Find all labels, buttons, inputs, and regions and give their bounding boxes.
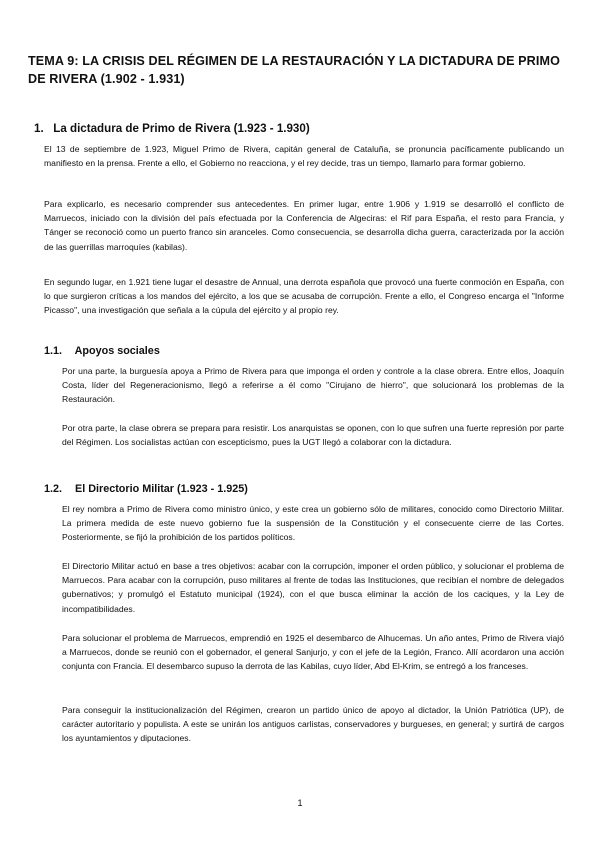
page-number: 1 [297,798,303,808]
section-1-2-title: El Directorio Militar (1.923 - 1.925) [75,483,248,495]
document-title: TEMA 9: LA CRISIS DEL RÉGIMEN DE LA RESTAURACIÓN Y LA DICTADURA DE PRIMO DE RIVERA (1.902 - 1.931) [28,54,560,86]
section-1-2-paragraph-4: Para conseguir la institucionalización del Régimen, crearon un partido único de apoyo al dictador, la Unión Patriótica (UP), de carácter autoritario y populista. A este se unirán los antiguos carlistas, conservadores y burgueses, en general; y surtirá de cargos los ayuntamientos y diputaciones. [62,705,564,744]
section-1-1-title: Apoyos sociales [74,345,160,357]
section-1-paragraph-3: En segundo lugar, en 1.921 tiene lugar el desastre de Annual, una derrota española que provocó una fuerte conmoción en España, con lo que surgieron críticas a los mandos del ejército, a los que se acusaba de corrupción. Frente a ello, el Congreso encarga el "Informe Picasso", una investigación que señala a la cúpula del ejército y al propio rey. [44,277,564,316]
section-1-paragraph-2: Para explicarlo, es necesario comprender sus antecedentes. En primer lugar, entre 1.906 y 1.919 se desarrolló el conflicto de Marruecos, iniciado con la división del país efectuada por la Conferencia de Algeciras: el Rif para España, el resto para Francia, y Tánger se reconoció como un puerto franco sin aranceles. Como consecuencia, se desarrolla dicha guerra, caracterizada por la acción de las guerrillas marroquíes (kabilas). [44,199,564,252]
section-1-title: La dictadura de Primo de Rivera (1.923 - 1.930) [53,122,310,135]
section-1-number: 1. [34,122,44,135]
section-1-2-paragraph-3: Para solucionar el problema de Marruecos, emprendió en 1925 el desembarco de Alhucemas. Un año antes, Primo de Rivera viajó a Marruecos, donde se reunió con el gobernador, el general Sanjurjo, y con el jefe de la Legión, Franco. Allí acordaron una acción conjunta con Francia. El desembarco supuso la derrota de las Kabilas, cuyo líder, Abd El-Krim, se entregó a los franceses. [62,633,564,672]
section-1-2-heading [44,483,248,496]
section-1-2-paragraph-2: El Directorio Militar actuó en base a tres objetivos: acabar con la corrupción, imponer el orden público, y solucionar el problema de Marruecos. Para acabar con la corrupción, puso militares al frente de todas las Instituciones, que recibían el nombre de delegados gubernativos; y promulgó el Estatuto municipal (1924), con el que busca eliminar la acción de los caciques, y la Ley de incompatibilidades. [62,561,564,614]
section-1-1-heading [44,345,160,358]
section-1-2-number: 1.2. [44,483,63,495]
section-1-1-paragraph-1: Por una parte, la burguesía apoya a Primo de Rivera para que imponga el orden y controle a la clase obrera. Entre ellos, Joaquín Costa, líder del Regeneracionismo, llegó a referirse a él como "Cirujano de hierro", que solucionará los problemas de la Restauración. [62,366,564,405]
section-1-1-paragraph-2: Por otra parte, la clase obrera se prepara para resistir. Los anarquistas se oponen, con lo que sufren una fuerte represión por parte del Régimen. Los socialistas actúan con escepticismo, pues la UGT llegó a colaborar con la dictadura. [62,423,564,448]
section-1-paragraph-1: El 13 de septiembre de 1.923, Miguel Primo de Rivera, capitán general de Cataluña, se pronuncia pacíficamente publicando un manifiesto en la prensa. Frente a ello, el Gobierno no reacciona, y el rey decide, tras un tiempo, llamarlo para formar gobierno. [44,144,564,169]
section-1-heading [34,122,310,136]
section-1-1-number: 1.1. [44,345,63,357]
section-1-2-paragraph-1: El rey nombra a Primo de Rivera como ministro único, y este crea un gobierno sólo de militares, conocido como Directorio Militar. La primera medida de este nuevo gobierno fue la suspensión de la Constitución y el consecuente cierre de las Cortes. Posteriormente, se fijó la prohibición de los partidos políticos. [62,504,564,543]
